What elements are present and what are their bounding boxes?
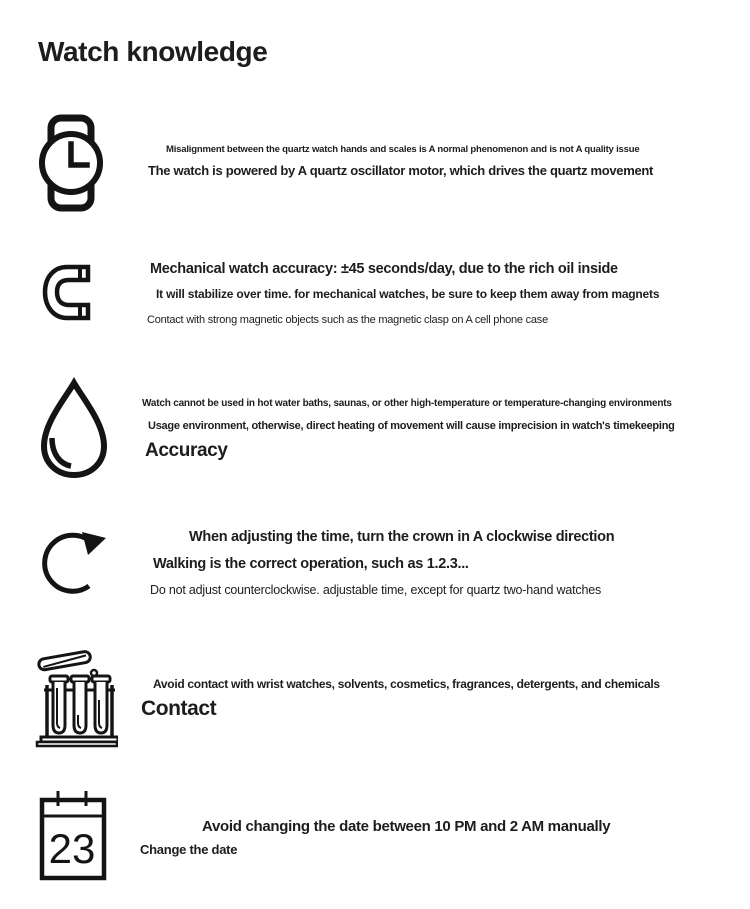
section-crown-heading: When adjusting the time, turn the crown in A clockwise direction bbox=[189, 529, 615, 545]
section-magnet-sub: It will stabilize over time. for mechanical watches, be sure to keep them away from magnets bbox=[156, 287, 660, 301]
magnet-icon bbox=[40, 260, 108, 325]
section-quartz-heading: The watch is powered by A quartz oscillator motor, which drives the quartz movement bbox=[148, 163, 654, 178]
section-accuracy-sub: Usage environment, otherwise, direct heating of movement will cause imprecision in watch's timekeeping bbox=[148, 420, 675, 432]
section-quartz-caption: Misalignment between the quartz watch hands and scales is A normal phenomenon and is not A quality issue bbox=[166, 144, 640, 155]
section-magnet-caption: Contact with strong magnetic objects such as the magnetic clasp on A cell phone case bbox=[147, 314, 548, 326]
page-title: Watch knowledge bbox=[38, 36, 268, 67]
wristwatch-icon bbox=[35, 113, 107, 213]
water-drop-icon bbox=[36, 376, 112, 482]
clockwise-arrow-icon bbox=[36, 518, 112, 602]
section-contact-caption: Avoid contact with wrist watches, solvents, cosmetics, fragrances, detergents, and chemicals bbox=[153, 677, 660, 691]
section-magnet-heading: Mechanical watch accuracy: ±45 seconds/day, due to the rich oil inside bbox=[150, 261, 618, 277]
calendar-day-number: 23 bbox=[48, 825, 96, 872]
section-accuracy-caption: Watch cannot be used in hot water baths, saunas, or other high-temperature or temperature-changing environments bbox=[142, 398, 672, 409]
section-date-sub: Change the date bbox=[140, 842, 238, 857]
section-accuracy-heading: Accuracy bbox=[145, 440, 228, 461]
section-crown-sub: Walking is the correct operation, such as 1.2.3... bbox=[153, 556, 469, 572]
section-date-heading: Avoid changing the date between 10 PM and 2 AM manually bbox=[202, 818, 611, 835]
section-crown-caption: Do not adjust counterclockwise. adjustable time, except for quartz two-hand watches bbox=[150, 583, 602, 597]
section-contact-heading: Contact bbox=[141, 697, 217, 720]
calendar-icon bbox=[38, 788, 108, 882]
test-tubes-icon bbox=[33, 643, 118, 748]
